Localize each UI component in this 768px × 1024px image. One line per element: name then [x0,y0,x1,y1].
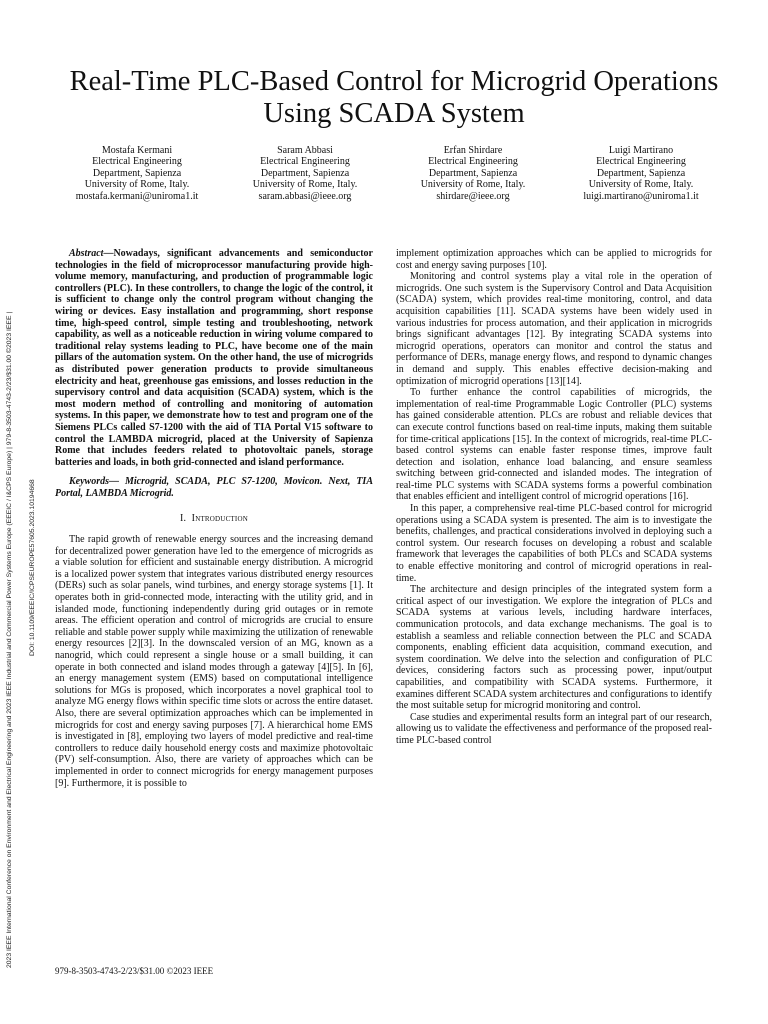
author-dept2: Department, Sapienza [92,167,182,179]
author-univ: University of Rome, Italy. [420,179,526,191]
doi-line: DOI: 10.1109/EEEIC/ICPSEUROPE57605.2023.10194668 [29,479,36,656]
author-univ: University of Rome, Italy. [588,179,694,191]
right-column [396,248,712,747]
author-4 [558,145,724,202]
author-name: Luigi Martirano [608,145,674,156]
abstract-text: —Nowadays, significant advancements and semiconductor technologies in the field of microprocessor manufacturing provide high-volume memory, manufacturing, and production of programmable logic controllers (PLC). In these controllers, to change the logic of the control, it is sufficient to change only the control program without changing the wiring or devices. Easy installation and programming, short response time, high-speed control, simple testing and troubleshooting, network capability, as well as a noticeable reduction in wiring volume compared to traditional relay systems leading to PLC, have become one of the main pillars of the automation system. On the other hand, the use of microgrids as distributed power generation products to provide simultaneous electricity and heat, greenhouse gas emissions, and losses reduction in the supervisory control and data acquisition (SCADA) system, which is the most modern method of controlling and monitoring of automation systems. In this paper, we demonstrate how to test and program one of the Siemens PLCs called S7-1200 with the aid of TIA Portal V15 software to control the LAMBDA microgrid, placed at the University of Sapienza Rome that includes feeders related to photovoltaic panels, storage batteries and loads, in both grid-connected and island performance. [55,248,373,468]
left-column [55,248,373,789]
author-dept2: Department, Sapienza [596,167,686,179]
author-dept2: Department, Sapienza [260,167,350,179]
author-dept2: Department, Sapienza [428,167,518,179]
author-email: saram.abbasi@ieee.org [258,190,352,202]
paragraph: implement optimization approaches which can be applied to microgrids for cost and energy saving purposes [10]. [396,248,712,271]
paragraph: In this paper, a comprehensive real-time PLC-based control for microgrid operations using a SCADA system is presented. The aim is to investigate the benefits, challenges, and practical considerations involved in deploying such a control system. Our research focuses on developing a robust and scalable framework that leverages the capabilities of both PLCs and SCADA systems to enable effective monitoring and control of microgrid operations in real-time. [396,503,712,584]
paragraph: The architecture and design principles of the integrated system form a critical aspect of our investigation. We explore the integration of PLCs and SCADA systems at various levels, including hardware interfaces, communication protocols, and data exchange mechanisms. The goal is to establish a seamless and reliable connection between the PLC and SCADA components, enabling efficient data acquisition, command execution, and system coordination. We delve into the selection and configuration of PLC devices, considering factors such as processing power, input/output capabilities, and compatibility with SCADA systems. Furthermore, it examines different SCADA system architectures and configurations to identify the most suitable setup for microgrid monitoring and control. [396,584,712,712]
sidebar-margin [0,0,44,1024]
author-email: luigi.martirano@uniroma1.it [583,190,699,202]
paragraph: Case studies and experimental results form an integral part of our research, allowing us to validate the effectiveness and performance of the proposed real-time PLC-based control [396,711,712,746]
author-dept: Electrical Engineering [260,156,350,168]
author-email: shirdare@ieee.org [436,190,510,202]
author-name: Erfan Shirdare [443,145,503,156]
author-email: mostafa.kermani@uniroma1.it [75,190,199,202]
paragraph: To further enhance the control capabilities of microgrids, the implementation of real-time Programmable Logic Controller (PLC) systems has gained considerable attention. PLCs are robust and reliable devices that can execute control functions based on real-time inputs, making them suitable for time-critical applications [15]. In the context of microgrids, real-time PLC-based control systems can enable faster response times, improve fault detection and isolation, enhance load balancing, and ensure seamless switching between grid-connected and islanded modes. The integration of real-time PLC systems with SCADA systems forms a powerful combination that enables efficient and intelligent control of microgrid operations [16]. [396,387,712,503]
author-dept: Electrical Engineering [92,156,182,168]
author-name: Saram Abbasi [277,145,333,156]
keywords-label: Keywords [69,476,109,488]
abstract-label: Abstract [69,248,104,259]
section-numeral: I. [180,513,187,525]
page-footer: 979-8-3503-4743-2/23/$31.00 ©2023 IEEE [55,966,214,976]
keywords [55,476,373,499]
author-name: Mostafa Kermani [101,145,173,156]
author-univ: University of Rome, Italy. [252,179,358,191]
author-dept: Electrical Engineering [428,156,518,168]
author-3 [390,145,556,202]
author-2 [222,145,388,202]
author-1 [54,145,220,202]
author-block [54,145,724,202]
paragraph: Monitoring and control systems play a vital role in the operation of microgrids. One such system is the Supervisory Control and Data Acquisition (SCADA) system, which provides real-time monitoring, control, and data acquisition capabilities [11]. SCADA systems have been widely used in various industries for process automation, and their application in microgrids brings significant advantages [12]. By integrating SCADA systems into microgrid operations, operators can monitor and control the status and performance of DERs, manage energy flows, and respond to dynamic changes in demand and supply. This enables effective decision-making and optimization of microgrid operations [13][14]. [396,271,712,387]
conference-line: 2023 IEEE International Conference on Environment and Electrical Engineering and 2023 IEEE Industrial and Commercial Power Systems Europe (EEEIC / I&CPS Europe) | 979-8-3503-4743-2/23/$31.00 ©2023 IEEE | [6,311,13,968]
section-title: Introduction [191,513,248,525]
author-univ: University of Rome, Italy. [84,179,190,191]
author-dept: Electrical Engineering [596,156,686,168]
section-heading [55,513,373,525]
paragraph: The rapid growth of renewable energy sources and the increasing demand for decentralized power generation have led to the emergence of microgrids as a viable solution for efficient and sustainable energy distribution. A microgrid is a localized power system that integrates various distributed energy resources (DERs) such as solar panels, wind turbines, and energy storage systems [1]. It operates both in grid-connected mode, interacting with the utility grid, and in islanded mode, functioning independently during grid outages or in remote areas. The efficient operation and control of microgrids are crucial to ensure reliable and stable power supply while maximizing the utilization of renewable energy resources [2][3]. In the downscaled version of an MG, known as a nanogrid, which could represent a single house or a small building, it can operate in both connected and island modes through a gateway [4][5]. In [6], an energy management system (EMS) based on computational intelligence solutions for MGs is proposed, which incorporates a novel graphical tool to analyze MG energy flows within specific time slots or across the entire dataset. Also, there are several optimization approaches which can be implemented in microgrids for cost and energy saving purposes [7]. A hierarchical home EMS is investigated in [8], employing two layers of model predictive and real-time controllers to reduce daily household energy costs and maximize photovoltaic (PV) self-consumption. Also, there are variety of approaches which can be implemented in order to connect microgrids for energy management purposes [9]. Furthermore, it is possible to [55,534,373,789]
keywords-text: — Microgrid, SCADA, PLC S7-1200, Movicon. Next, TIA Portal, LAMBDA Microgrid. [55,476,373,499]
abstract [55,248,373,468]
paper-title: Real-Time PLC-Based Control for Microgrid Operations Using SCADA System [69,66,719,129]
